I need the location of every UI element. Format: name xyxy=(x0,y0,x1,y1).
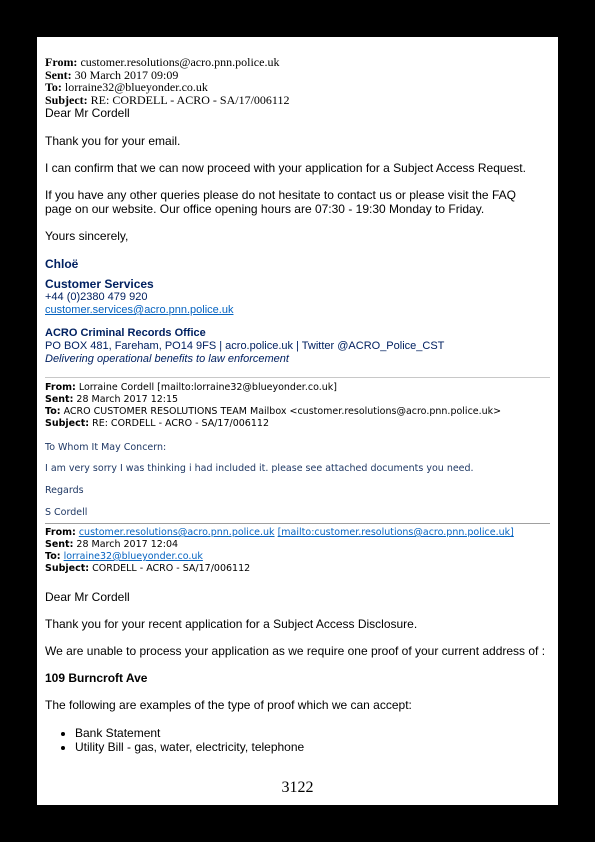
subject-label: Subject: xyxy=(45,418,90,429)
address: 109 Burncroft Ave xyxy=(45,671,148,685)
to-value: lorraine32@blueyonder.co.uk xyxy=(64,80,208,94)
sent-label: Sent: xyxy=(45,539,74,550)
subject-label: Subject: xyxy=(45,92,88,107)
email2-body xyxy=(45,442,550,519)
to-email-link[interactable]: lorraine32@blueyonder.co.uk xyxy=(63,551,203,562)
office-name: ACRO Criminal Records Office xyxy=(45,327,206,339)
to-label: To: xyxy=(45,551,61,562)
regards: Regards xyxy=(45,485,84,496)
from-label: From: xyxy=(45,382,76,393)
subject-value: CORDELL - ACRO - SA/17/006112 xyxy=(92,563,251,574)
from-email-link[interactable]: customer.resolutions@acro.pnn.police.uk xyxy=(78,527,275,538)
to-label: To: xyxy=(45,406,61,417)
email3-header xyxy=(45,527,550,575)
sender-name: S Cordell xyxy=(45,507,88,518)
greeting: Dear Mr Cordell xyxy=(45,106,130,120)
sent-label: Sent: xyxy=(45,67,72,82)
signature-department: Customer Services xyxy=(45,277,154,291)
from-mailto-link[interactable]: [mailto:customer.resolutions@acro.pnn.police.uk] xyxy=(277,527,514,538)
list-item: • Utility Bill - gas, water, electricity, telephone xyxy=(75,740,550,754)
subject-value: RE: CORDELL - ACRO - SA/17/006112 xyxy=(92,418,269,429)
paragraph: We are unable to process your application as we require one proof of your current address of : xyxy=(45,644,546,658)
proof-list xyxy=(45,726,550,754)
subject-value: RE: CORDELL - ACRO - SA/17/006112 xyxy=(90,92,290,107)
office-address: PO BOX 481, Fareham, PO14 9FS | acro.police.uk | Twitter @ACRO_Police_CST xyxy=(45,340,445,352)
from-label: From: xyxy=(45,527,76,538)
greeting: To Whom It May Concern: xyxy=(45,442,167,453)
email3-body xyxy=(45,590,550,754)
paragraph: Thank you for your email. xyxy=(45,134,181,148)
email1-body xyxy=(45,106,550,366)
office-tagline: Delivering operational benefits to law enforcement xyxy=(45,353,289,365)
sent-value: 28 March 2017 12:04 xyxy=(76,539,179,550)
paragraph: If you have any other queries please do not hesitate to contact us or please visit the FAQ page on our website. Our office opening hours are 07:30 - 19:30 Monday to Friday. xyxy=(45,188,516,216)
greeting: Dear Mr Cordell xyxy=(45,590,130,604)
signoff: Yours sincerely, xyxy=(45,229,129,243)
separator xyxy=(45,523,550,524)
signature-name: Chloë xyxy=(45,257,79,271)
paragraph: Thank you for your recent application for a Subject Access Disclosure. xyxy=(45,617,418,631)
subject-label: Subject: xyxy=(45,563,90,574)
paragraph: The following are examples of the type of proof which we can accept: xyxy=(45,698,412,712)
signature-email-link[interactable]: customer.services@acro.pnn.police.uk xyxy=(45,304,234,316)
list-item: • Bank Statement xyxy=(75,726,550,740)
from-value: Lorraine Cordell [mailto:lorraine32@blueyonder.co.uk] xyxy=(78,382,337,393)
paragraph: I am very sorry I was thinking i had included it. please see attached documents you need. xyxy=(45,463,474,474)
separator xyxy=(45,377,550,378)
signature-phone: +44 (0)2380 479 920 xyxy=(45,291,148,303)
to-value: ACRO CUSTOMER RESOLUTIONS TEAM Mailbox <customer.resolutions@acro.pnn.police.uk> xyxy=(63,406,502,417)
email-thread xyxy=(45,56,550,754)
sent-label: Sent: xyxy=(45,394,74,405)
document-page xyxy=(37,37,558,805)
email2-header xyxy=(45,382,550,430)
sent-value: 28 March 2017 12:15 xyxy=(76,394,179,405)
from-value: customer.resolutions@acro.pnn.police.uk xyxy=(80,55,280,69)
page-number: 3122 xyxy=(281,779,314,796)
email1-header xyxy=(45,56,550,106)
paragraph: I can confirm that we can now proceed with your application for a Subject Access Request. xyxy=(45,161,526,175)
from-label: From: xyxy=(45,55,78,69)
sent-value: 30 March 2017 09:09 xyxy=(74,67,179,82)
to-label: To: xyxy=(45,80,62,94)
